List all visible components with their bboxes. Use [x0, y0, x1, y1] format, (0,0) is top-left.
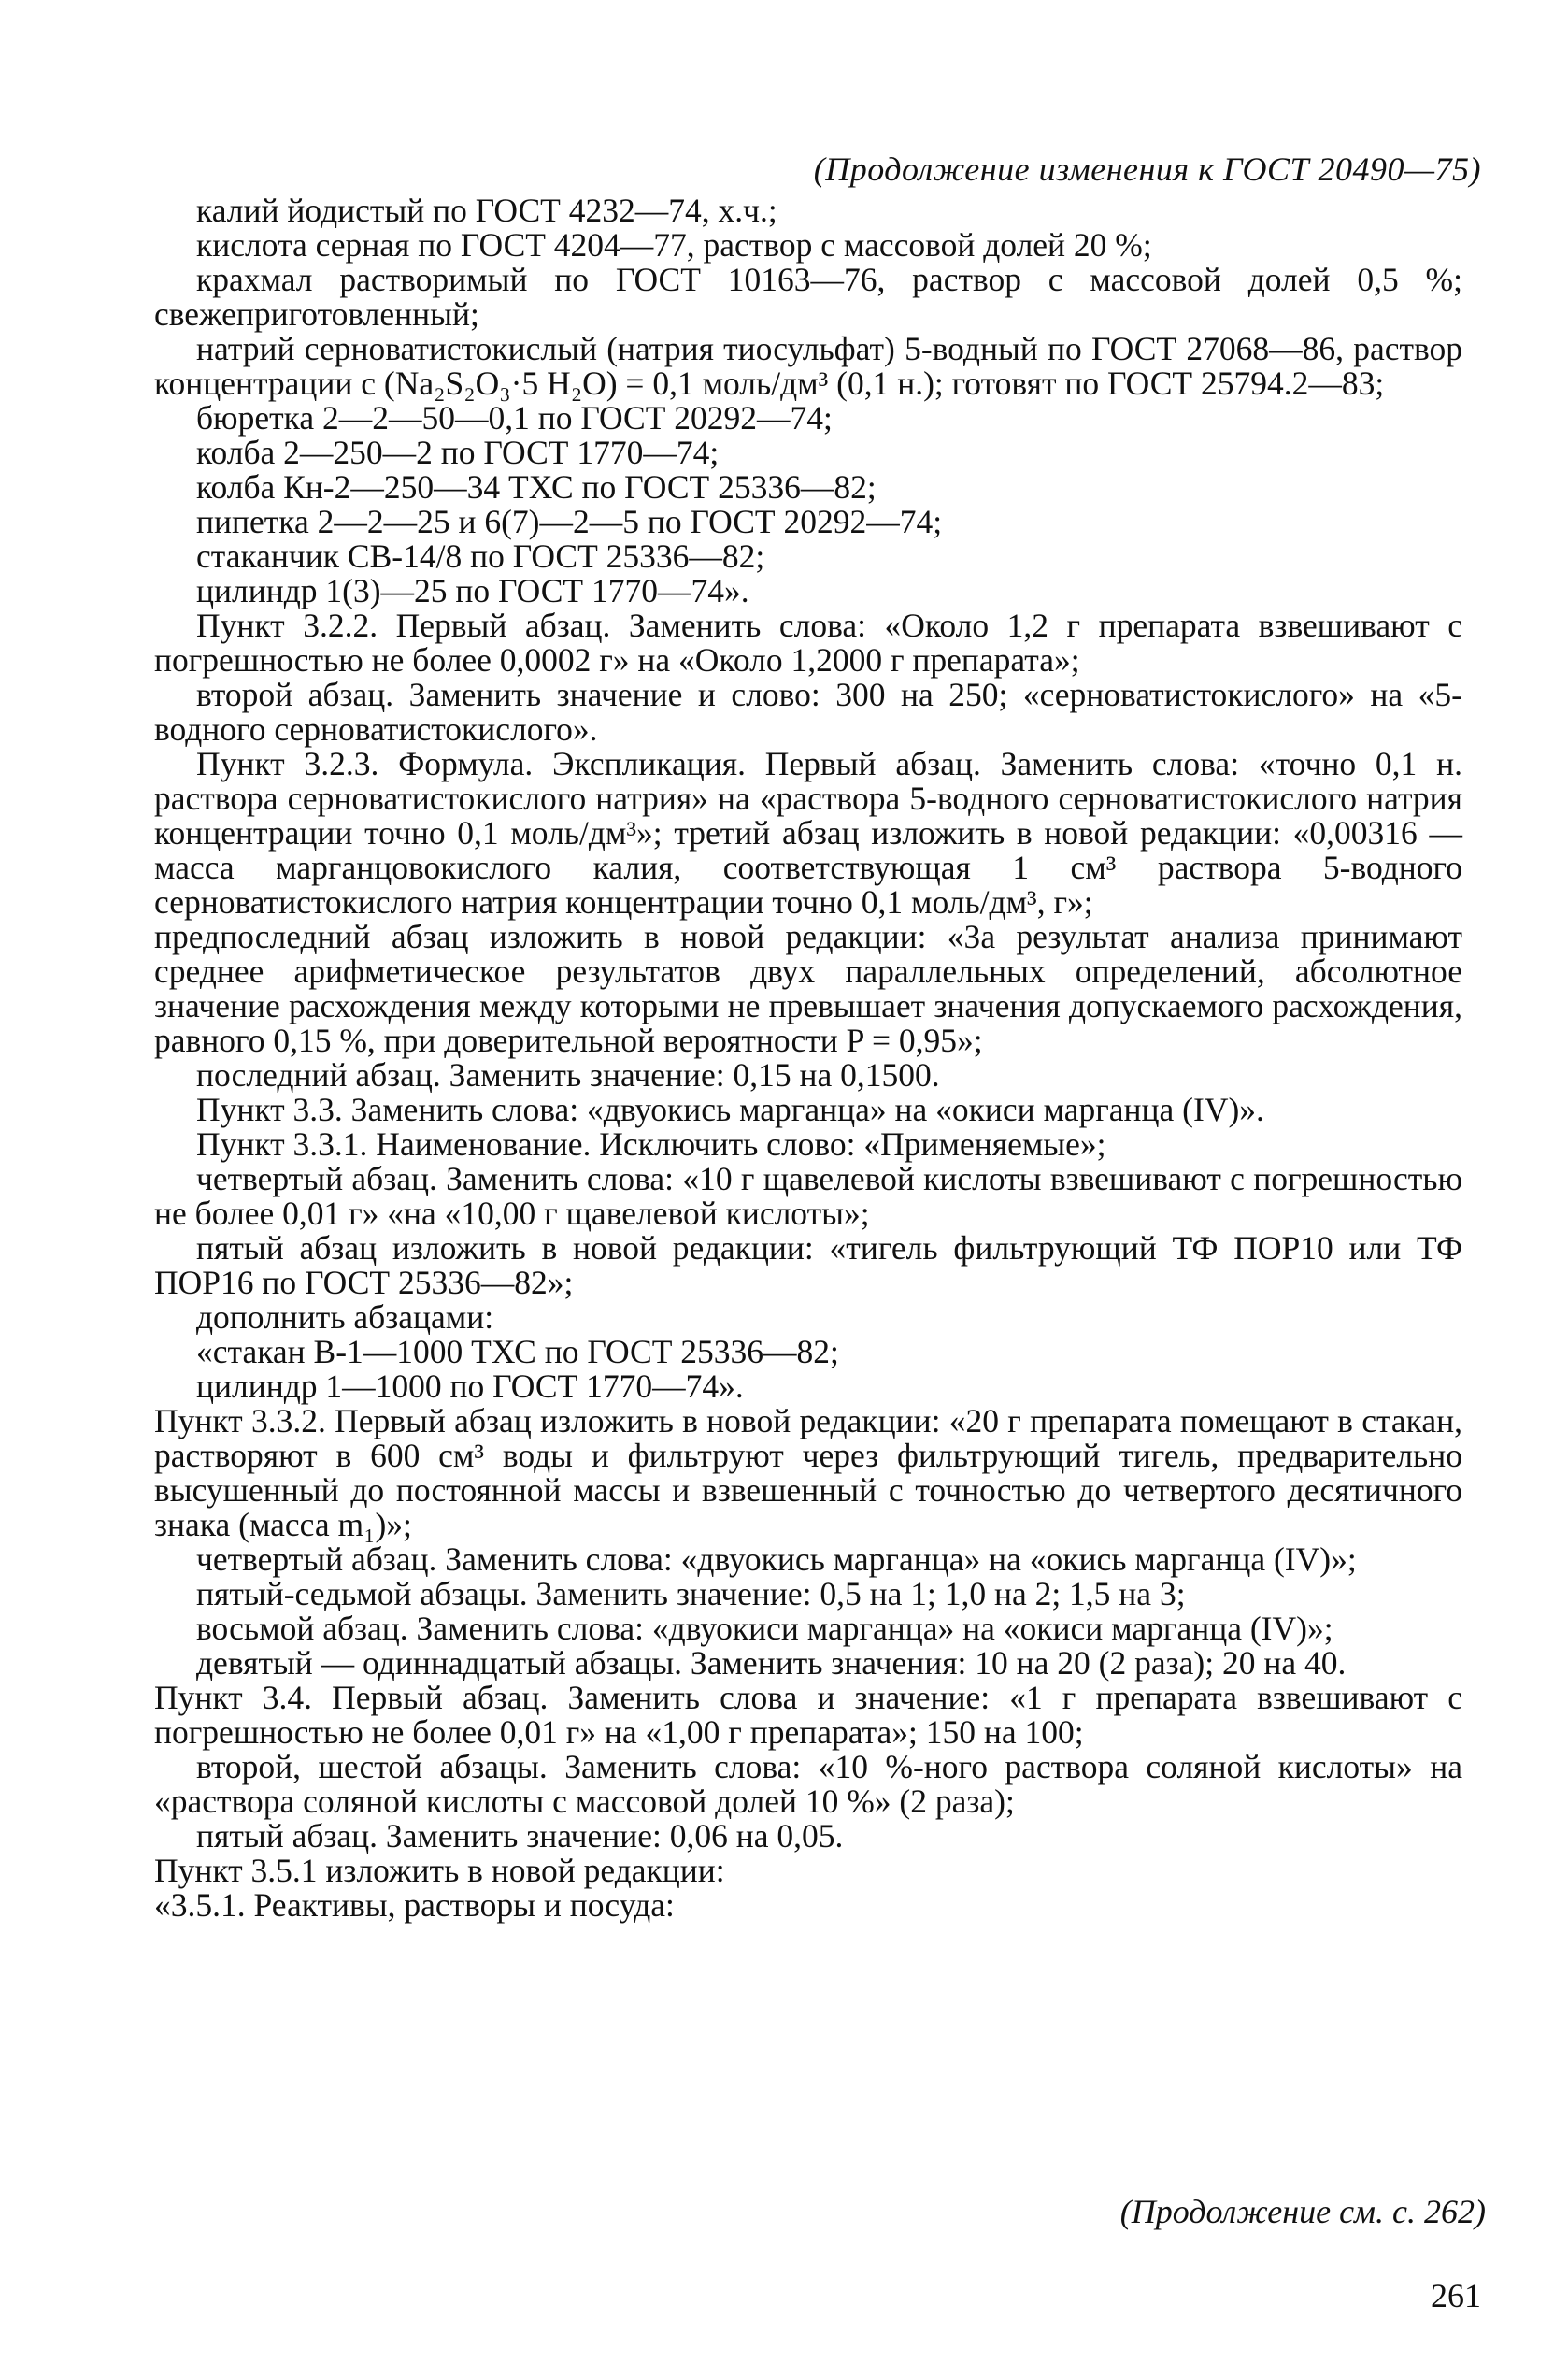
paragraph: четвертый абзац. Заменить слова: «двуокись марганца» на «окись марганца (IV)»;: [196, 1540, 1357, 1578]
paragraph: бюретка 2—2—50—0,1 по ГОСТ 20292—74;: [196, 399, 833, 437]
paragraph: цилиндр 1—1000 по ГОСТ 1770—74».: [196, 1368, 744, 1405]
paragraph: крахмал растворимый по ГОСТ 10163—76, раствор с массовой долей 0,5 %; свежеприготовленный;: [154, 261, 1462, 333]
paragraph: цилиндр 1(3)—25 по ГОСТ 1770—74».: [196, 572, 749, 609]
paragraph: «3.5.1. Реактивы, растворы и посуда:: [154, 1886, 675, 1924]
paragraph: «стакан В-1—1000 ТХС по ГОСТ 25336—82;: [196, 1333, 839, 1370]
paragraph: четвертый абзац. Заменить слова: «10 г щавелевой кислоты взвешивают с погрешностью не более 0,01 г» «на «10,00 г щавелевой кислоты»;: [154, 1160, 1462, 1232]
paragraph: пипетка 2—2—25 и 6(7)—2—5 по ГОСТ 20292—74;: [196, 503, 943, 540]
paragraph: второй, шестой абзацы. Заменить слова: «10 %-ного раствора соляной кислоты» на «раствора соляной кислоты с массовой долей 10 %» (2 раза);: [154, 1748, 1462, 1820]
paragraph: стаканчик СВ-14/8 по ГОСТ 25336—82;: [196, 537, 765, 575]
paragraph: второй абзац. Заменить значение и слово: 300 на 250; «серноватистокислого» на «5-водного серноватистокислого».: [154, 676, 1462, 748]
paragraph: восьмой абзац. Заменить слова: «двуокиси марганца» на «окиси марганца (IV)»;: [196, 1610, 1333, 1647]
paragraph: Пункт 3.3.1. Наименование. Исключить слово: «Применяемые»;: [196, 1125, 1106, 1163]
paragraph: Пункт 3.4. Первый абзац. Заменить слова и значение: «1 г препарата взвешивают с погрешностью не более 0,01 г» на «1,00 г препарата»; 150 на 100;: [154, 1679, 1462, 1751]
paragraph: калий йодистый по ГОСТ 4232—74, х.ч.;: [196, 192, 777, 229]
paragraph: дополнить абзацами:: [196, 1298, 494, 1336]
paragraph: натрий серноватистокислый (натрия тиосульфат) 5-водный по ГОСТ 27068—86, раствор концентрации c (Na₂S₂O₃·5 H₂O) = 0,1 моль/дм³ (0,1 н.); готовят по ГОСТ 25794.2—83;: [154, 330, 1462, 402]
paragraph: пятый-седьмой абзацы. Заменить значение: 0,5 на 1; 1,0 на 2; 1,5 на 3;: [196, 1575, 1186, 1612]
running-header: (Продолжение изменения к ГОСТ 20490—75): [813, 150, 1481, 188]
paragraph: колба Кн-2—250—34 ТХС по ГОСТ 25336—82;: [196, 468, 877, 506]
paragraph: колба 2—250—2 по ГОСТ 1770—74;: [196, 434, 720, 471]
paragraph: Пункт 3.3.2. Первый абзац изложить в новой редакции: «20 г препарата помещают в стакан, растворяют в 600 см³ воды и фильтруют через фильтрующий тигель, предварительно высушенный до постоянной массы и взвешенный с точностью до четвертого десятичного знака (масса m₁)»;: [154, 1402, 1462, 1543]
continuation-note: (Продолжение см. с. 262): [1119, 2193, 1486, 2230]
paragraph: кислота серная по ГОСТ 4204—77, раствор с массовой долей 20 %;: [196, 226, 1152, 264]
paragraph: пятый абзац изложить в новой редакции: «тигель фильтрующий ТФ ПОР10 или ТФ ПОР16 по ГОСТ 25336—82»;: [154, 1229, 1462, 1301]
paragraph: Пункт 3.5.1 изложить в новой редакции:: [154, 1852, 725, 1889]
paragraph: Пункт 3.2.3. Формула. Экспликация. Первый абзац. Заменить слова: «точно 0,1 н. раствора серноватистокислого натрия» на «раствора 5-водного серноватистокислого натрия концентрации точно 0,1 моль/дм³»; третий абзац изложить в новой редакции: «0,00316 — масса марганцовокислого калия, соответствующая 1 см³ раствора 5-водного серноватистокислого натрия концентрации точно 0,1 моль/дм³, г»;: [154, 745, 1462, 921]
paragraph: Пункт 3.3. Заменить слова: «двуокись марганца» на «окиси марганца (IV)».: [196, 1091, 1264, 1128]
paragraph: последний абзац. Заменить значение: 0,15 на 0,1500.: [196, 1056, 940, 1094]
paragraph: предпоследний абзац изложить в новой редакции: «За результат анализа принимают среднее арифметическое результатов двух параллельных определений, абсолютное значение расхождения между которыми не превышает значения допускаемого расхождения, равного 0,15 %, при доверительной вероятности P = 0,95»;: [154, 918, 1462, 1059]
page-number: 261: [1431, 2277, 1481, 2314]
paragraph: Пункт 3.2.2. Первый абзац. Заменить слова: «Около 1,2 г препарата взвешивают с погрешностью не более 0,0002 г» на «Около 1,2000 г препарата»;: [154, 607, 1462, 679]
document-body: [154, 193, 1462, 1923]
paragraph: пятый абзац. Заменить значение: 0,06 на 0,05.: [196, 1817, 844, 1855]
paragraph: девятый — одиннадцатый абзацы. Заменить значения: 10 на 20 (2 раза); 20 на 40.: [196, 1644, 1347, 1682]
